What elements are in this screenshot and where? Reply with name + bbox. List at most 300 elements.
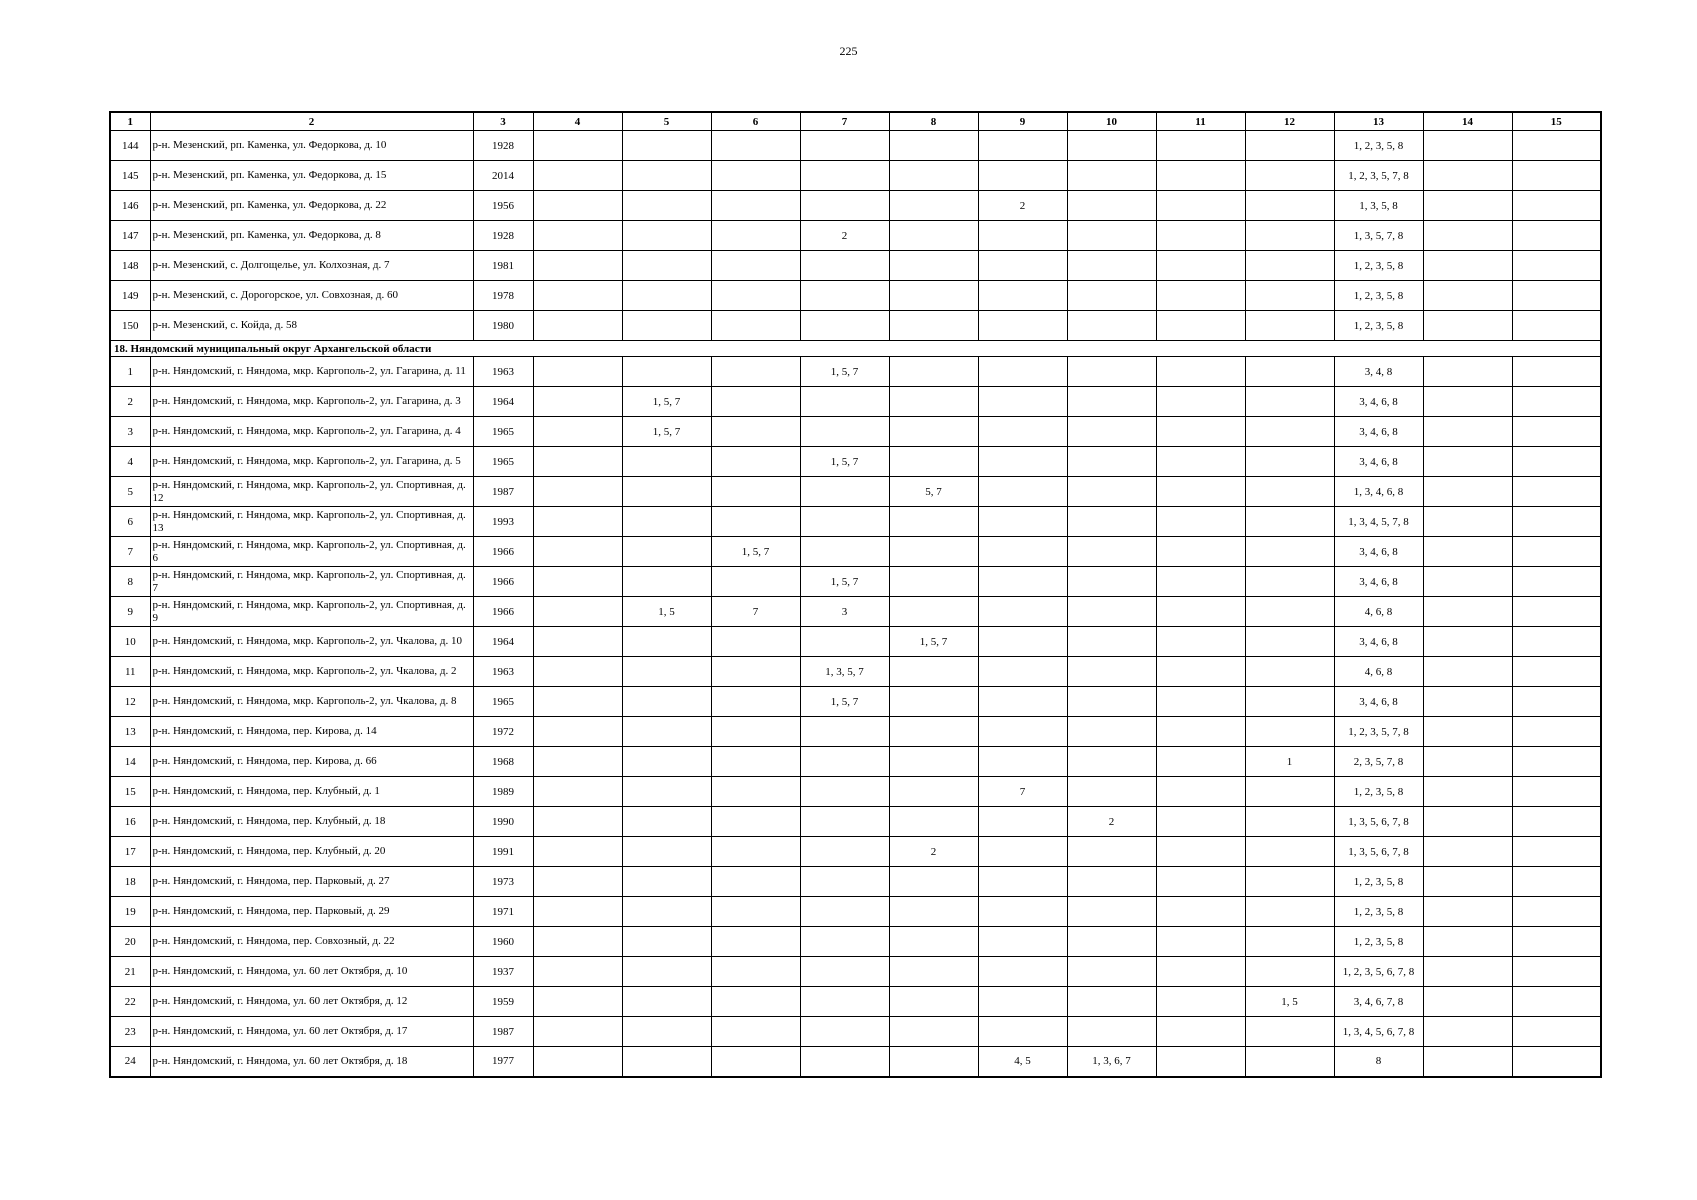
table-cell <box>1423 477 1512 507</box>
row-number-cell: 2 <box>110 387 150 417</box>
table-cell <box>1156 747 1245 777</box>
address-cell: р-н. Няндомский, г. Няндома, мкр. Каргополь-2, ул. Гагарина, д. 4 <box>150 417 473 447</box>
row-number-cell: 1 <box>110 357 150 387</box>
table-cell: 1980 <box>473 311 533 341</box>
table-cell <box>1245 251 1334 281</box>
row-number-cell: 150 <box>110 311 150 341</box>
table-cell: 2014 <box>473 161 533 191</box>
table-cell <box>622 357 711 387</box>
table-cell <box>1423 597 1512 627</box>
table-cell <box>1156 357 1245 387</box>
table-cell <box>1156 507 1245 537</box>
table-cell <box>889 447 978 477</box>
table-cell: 1, 2, 3, 5, 8 <box>1334 281 1423 311</box>
table-cell: 1963 <box>473 357 533 387</box>
table-cell <box>978 657 1067 687</box>
table-cell <box>1245 537 1334 567</box>
table-cell <box>800 717 889 747</box>
column-header: 2 <box>150 112 473 131</box>
table-cell <box>1512 311 1601 341</box>
table-cell <box>1423 687 1512 717</box>
table-cell: 1966 <box>473 597 533 627</box>
table-cell <box>1245 897 1334 927</box>
table-cell <box>1245 597 1334 627</box>
table-cell <box>889 161 978 191</box>
row-number-cell: 9 <box>110 597 150 627</box>
table-cell: 1964 <box>473 627 533 657</box>
row-number-cell: 16 <box>110 807 150 837</box>
table-row <box>110 597 1601 627</box>
table-cell <box>622 477 711 507</box>
table-cell <box>533 311 622 341</box>
table-cell <box>622 161 711 191</box>
section-row <box>110 341 1601 357</box>
table-cell <box>1512 807 1601 837</box>
table-cell <box>889 747 978 777</box>
table-cell <box>1512 777 1601 807</box>
table-cell <box>978 1017 1067 1047</box>
table-cell <box>1156 1017 1245 1047</box>
table-cell <box>1423 281 1512 311</box>
table-cell <box>1512 567 1601 597</box>
column-header: 8 <box>889 112 978 131</box>
table-cell <box>622 221 711 251</box>
table-cell <box>1423 507 1512 537</box>
table-cell <box>800 627 889 657</box>
table-cell <box>533 687 622 717</box>
table-cell <box>533 477 622 507</box>
table-cell <box>1423 1017 1512 1047</box>
table-cell <box>978 387 1067 417</box>
table-cell: 1, 3, 5, 7 <box>800 657 889 687</box>
table-cell <box>1245 807 1334 837</box>
row-number-cell: 20 <box>110 927 150 957</box>
table-cell <box>800 537 889 567</box>
table-cell <box>1423 777 1512 807</box>
table-cell <box>711 191 800 221</box>
table-cell <box>889 927 978 957</box>
table-cell <box>711 357 800 387</box>
table-cell <box>800 867 889 897</box>
table-row <box>110 747 1601 777</box>
row-number-cell: 148 <box>110 251 150 281</box>
address-cell: р-н. Няндомский, г. Няндома, мкр. Каргополь-2, ул. Гагарина, д. 11 <box>150 357 473 387</box>
table-cell: 3, 4, 6, 8 <box>1334 387 1423 417</box>
table-cell <box>978 837 1067 867</box>
table-cell: 1965 <box>473 417 533 447</box>
table-cell <box>711 657 800 687</box>
table-cell: 1, 3, 6, 7 <box>1067 1047 1156 1077</box>
row-number-cell: 11 <box>110 657 150 687</box>
table-cell: 1, 3, 4, 5, 6, 7, 8 <box>1334 1017 1423 1047</box>
address-cell: р-н. Мезенский, рп. Каменка, ул. Федоркова, д. 22 <box>150 191 473 221</box>
table-cell: 1, 5 <box>1245 987 1334 1017</box>
table-cell <box>978 447 1067 477</box>
table-cell <box>1512 717 1601 747</box>
table-cell <box>533 1047 622 1077</box>
column-header: 9 <box>978 112 1067 131</box>
table-cell <box>978 477 1067 507</box>
table-cell <box>622 567 711 597</box>
table-cell: 1937 <box>473 957 533 987</box>
address-cell: р-н. Мезенский, с. Дорогорское, ул. Совхозная, д. 60 <box>150 281 473 311</box>
address-cell: р-н. Няндомский, г. Няндома, ул. 60 лет Октября, д. 12 <box>150 987 473 1017</box>
table-cell: 3, 4, 6, 8 <box>1334 567 1423 597</box>
table-cell: 1966 <box>473 567 533 597</box>
table-cell <box>1512 1017 1601 1047</box>
table-cell: 1990 <box>473 807 533 837</box>
table-row <box>110 221 1601 251</box>
table-cell <box>1245 1047 1334 1077</box>
table-cell <box>889 867 978 897</box>
table-cell <box>1245 657 1334 687</box>
table-cell <box>711 777 800 807</box>
table-cell <box>1423 311 1512 341</box>
column-header: 13 <box>1334 112 1423 131</box>
table-cell <box>1067 777 1156 807</box>
table-cell: 1991 <box>473 837 533 867</box>
table-cell <box>1156 447 1245 477</box>
table-cell: 3, 4, 8 <box>1334 357 1423 387</box>
table-cell <box>533 837 622 867</box>
table-cell <box>1245 837 1334 867</box>
table-cell <box>711 867 800 897</box>
table-cell <box>1156 867 1245 897</box>
table-cell <box>1423 717 1512 747</box>
table-cell <box>711 627 800 657</box>
table-cell <box>1423 131 1512 161</box>
table-cell <box>533 387 622 417</box>
table-cell <box>1067 957 1156 987</box>
table-cell: 1978 <box>473 281 533 311</box>
table-cell: 1956 <box>473 191 533 221</box>
table-row <box>110 777 1601 807</box>
table-cell <box>711 131 800 161</box>
data-table <box>109 111 1602 1078</box>
table-cell: 3, 4, 6, 8 <box>1334 447 1423 477</box>
table-cell <box>1512 957 1601 987</box>
table-cell <box>1156 627 1245 657</box>
table-cell <box>889 357 978 387</box>
table-cell <box>1245 567 1334 597</box>
table-row <box>110 837 1601 867</box>
column-header: 12 <box>1245 112 1334 131</box>
table-cell: 1972 <box>473 717 533 747</box>
table-cell <box>711 987 800 1017</box>
row-number-cell: 5 <box>110 477 150 507</box>
table-cell <box>711 927 800 957</box>
table-cell <box>800 477 889 507</box>
address-cell: р-н. Няндомский, г. Няндома, пер. Кирова, д. 14 <box>150 717 473 747</box>
table-cell <box>889 251 978 281</box>
table-cell <box>800 1047 889 1077</box>
address-cell: р-н. Няндомский, г. Няндома, пер. Совхозный, д. 22 <box>150 927 473 957</box>
table-cell <box>800 957 889 987</box>
table-cell: 3, 4, 6, 8 <box>1334 627 1423 657</box>
table-cell <box>978 717 1067 747</box>
header-row <box>110 112 1601 131</box>
table-cell: 2 <box>889 837 978 867</box>
table-cell <box>1245 777 1334 807</box>
table-row <box>110 251 1601 281</box>
table-cell: 1, 2, 3, 5, 6, 7, 8 <box>1334 957 1423 987</box>
table-cell <box>800 897 889 927</box>
table-cell <box>1245 447 1334 477</box>
column-header: 15 <box>1512 112 1601 131</box>
table-row <box>110 927 1601 957</box>
table-row <box>110 311 1601 341</box>
table-cell: 1973 <box>473 867 533 897</box>
table-cell <box>1245 131 1334 161</box>
table-cell <box>1067 357 1156 387</box>
table-cell <box>978 897 1067 927</box>
table-cell <box>1423 221 1512 251</box>
table-cell <box>889 717 978 747</box>
table-cell <box>1245 1017 1334 1047</box>
table-cell: 1965 <box>473 447 533 477</box>
table-cell <box>1156 161 1245 191</box>
table-row <box>110 417 1601 447</box>
table-cell <box>1423 807 1512 837</box>
address-cell: р-н. Няндомский, г. Няндома, пер. Парковый, д. 27 <box>150 867 473 897</box>
table-cell <box>1423 837 1512 867</box>
table-cell <box>1067 627 1156 657</box>
table-cell <box>1423 957 1512 987</box>
table-cell <box>533 867 622 897</box>
table-cell <box>889 777 978 807</box>
table-cell <box>533 957 622 987</box>
table-body <box>110 131 1601 1077</box>
table-cell <box>978 507 1067 537</box>
table-cell <box>1512 987 1601 1017</box>
table-cell <box>889 387 978 417</box>
table-cell: 1981 <box>473 251 533 281</box>
table-cell <box>1512 251 1601 281</box>
table-cell <box>1512 507 1601 537</box>
table-cell <box>800 777 889 807</box>
table-cell: 3 <box>800 597 889 627</box>
column-header: 11 <box>1156 112 1245 131</box>
table-cell <box>1512 131 1601 161</box>
table-cell <box>889 537 978 567</box>
table-cell <box>1067 447 1156 477</box>
table-cell: 1, 5, 7 <box>800 687 889 717</box>
row-number-cell: 21 <box>110 957 150 987</box>
table-cell: 1971 <box>473 897 533 927</box>
table-cell <box>1067 477 1156 507</box>
table-cell: 1928 <box>473 221 533 251</box>
table-cell: 1959 <box>473 987 533 1017</box>
table-row <box>110 131 1601 161</box>
table-cell <box>1245 507 1334 537</box>
table-cell <box>1423 447 1512 477</box>
address-cell: р-н. Няндомский, г. Няндома, мкр. Каргополь-2, ул. Спортивная, д. 6 <box>150 537 473 567</box>
table-cell <box>1423 987 1512 1017</box>
table-cell <box>622 627 711 657</box>
table-cell <box>622 837 711 867</box>
table-cell <box>622 897 711 927</box>
table-cell <box>622 957 711 987</box>
table-cell <box>1245 627 1334 657</box>
table-cell <box>1245 957 1334 987</box>
table-cell <box>1156 687 1245 717</box>
table-cell <box>622 777 711 807</box>
table-cell: 1, 2, 3, 5, 8 <box>1334 927 1423 957</box>
table-row <box>110 1047 1601 1077</box>
table-cell <box>1423 747 1512 777</box>
table-cell <box>533 747 622 777</box>
table-cell <box>978 251 1067 281</box>
table-cell <box>711 251 800 281</box>
table-cell <box>1067 311 1156 341</box>
table-cell <box>978 281 1067 311</box>
table-cell: 1, 5, 7 <box>800 447 889 477</box>
table-cell <box>622 447 711 477</box>
table-cell: 1, 3, 4, 5, 7, 8 <box>1334 507 1423 537</box>
table-cell: 1, 2, 3, 5, 8 <box>1334 777 1423 807</box>
column-header: 6 <box>711 112 800 131</box>
row-number-cell: 146 <box>110 191 150 221</box>
table-cell <box>533 717 622 747</box>
table-cell <box>889 131 978 161</box>
table-cell <box>1067 507 1156 537</box>
table-cell <box>1156 387 1245 417</box>
table-row <box>110 657 1601 687</box>
table-cell <box>978 357 1067 387</box>
table-cell <box>533 447 622 477</box>
table-cell <box>978 597 1067 627</box>
table-cell <box>978 987 1067 1017</box>
table-cell <box>711 161 800 191</box>
table-cell <box>533 357 622 387</box>
table-cell <box>533 657 622 687</box>
table-cell <box>533 221 622 251</box>
table-cell <box>978 161 1067 191</box>
table-cell <box>800 191 889 221</box>
table-cell <box>1156 957 1245 987</box>
table-cell <box>1067 867 1156 897</box>
table-cell: 1, 5, 7 <box>889 627 978 657</box>
table-header <box>110 112 1601 131</box>
table-cell <box>1512 927 1601 957</box>
address-cell: р-н. Няндомский, г. Няндома, мкр. Каргополь-2, ул. Гагарина, д. 5 <box>150 447 473 477</box>
table-cell <box>533 251 622 281</box>
row-number-cell: 144 <box>110 131 150 161</box>
table-cell <box>978 867 1067 897</box>
table-cell <box>1156 311 1245 341</box>
address-cell: р-н. Няндомский, г. Няндома, мкр. Каргополь-2, ул. Чкалова, д. 8 <box>150 687 473 717</box>
table-cell: 1, 2, 3, 5, 8 <box>1334 311 1423 341</box>
table-cell <box>1245 927 1334 957</box>
table-cell <box>978 747 1067 777</box>
table-cell <box>1156 657 1245 687</box>
table-cell <box>1245 281 1334 311</box>
table-cell <box>1067 657 1156 687</box>
table-cell <box>889 657 978 687</box>
table-cell: 3, 4, 6, 8 <box>1334 687 1423 717</box>
table-cell <box>1245 417 1334 447</box>
table-cell <box>622 281 711 311</box>
table-cell <box>711 747 800 777</box>
table-cell <box>889 417 978 447</box>
table-cell <box>1423 537 1512 567</box>
table-cell <box>889 897 978 927</box>
row-number-cell: 4 <box>110 447 150 477</box>
table-cell: 7 <box>978 777 1067 807</box>
table-cell <box>1067 687 1156 717</box>
row-number-cell: 147 <box>110 221 150 251</box>
table-cell <box>1067 597 1156 627</box>
table-cell <box>711 687 800 717</box>
table-row <box>110 537 1601 567</box>
table-cell <box>533 897 622 927</box>
table-cell <box>1067 387 1156 417</box>
table-cell: 1960 <box>473 927 533 957</box>
table-cell <box>711 1047 800 1077</box>
address-cell: р-н. Няндомский, г. Няндома, мкр. Каргополь-2, ул. Гагарина, д. 3 <box>150 387 473 417</box>
table-cell: 1, 2, 3, 5, 8 <box>1334 897 1423 927</box>
table-cell <box>1245 191 1334 221</box>
table-cell: 3, 4, 6, 8 <box>1334 537 1423 567</box>
row-number-cell: 145 <box>110 161 150 191</box>
table-cell <box>711 281 800 311</box>
table-cell <box>711 311 800 341</box>
table-cell <box>889 507 978 537</box>
table-cell <box>1067 251 1156 281</box>
table-cell <box>1245 387 1334 417</box>
table-cell <box>1512 221 1601 251</box>
page-number: 225 <box>839 44 858 58</box>
table-cell <box>800 837 889 867</box>
row-number-cell: 10 <box>110 627 150 657</box>
address-cell: р-н. Няндомский, г. Няндома, мкр. Каргополь-2, ул. Спортивная, д. 7 <box>150 567 473 597</box>
table-cell <box>889 567 978 597</box>
table-cell <box>1423 567 1512 597</box>
table-cell: 1, 5, 7 <box>800 357 889 387</box>
table-cell <box>1512 191 1601 221</box>
table-cell <box>889 221 978 251</box>
table-cell: 1, 3, 5, 6, 7, 8 <box>1334 807 1423 837</box>
column-header: 4 <box>533 112 622 131</box>
table-cell: 1966 <box>473 537 533 567</box>
table-cell <box>800 387 889 417</box>
table-cell <box>1067 927 1156 957</box>
table-cell <box>1156 281 1245 311</box>
table-cell <box>1156 537 1245 567</box>
table-cell <box>1423 251 1512 281</box>
table-cell <box>533 281 622 311</box>
row-number-cell: 19 <box>110 897 150 927</box>
row-number-cell: 6 <box>110 507 150 537</box>
address-cell: р-н. Мезенский, рп. Каменка, ул. Федоркова, д. 8 <box>150 221 473 251</box>
table-cell <box>1067 281 1156 311</box>
table-cell <box>1156 417 1245 447</box>
table-cell: 1965 <box>473 687 533 717</box>
table-cell <box>978 537 1067 567</box>
column-header: 3 <box>473 112 533 131</box>
address-cell: р-н. Няндомский, г. Няндома, мкр. Каргополь-2, ул. Спортивная, д. 13 <box>150 507 473 537</box>
table-cell <box>1067 987 1156 1017</box>
table-cell <box>978 687 1067 717</box>
table-cell <box>622 717 711 747</box>
table-cell <box>800 747 889 777</box>
table-cell <box>622 927 711 957</box>
table-cell <box>1245 477 1334 507</box>
table-cell <box>978 927 1067 957</box>
table-row <box>110 281 1601 311</box>
table-cell <box>622 867 711 897</box>
table-cell <box>1512 357 1601 387</box>
